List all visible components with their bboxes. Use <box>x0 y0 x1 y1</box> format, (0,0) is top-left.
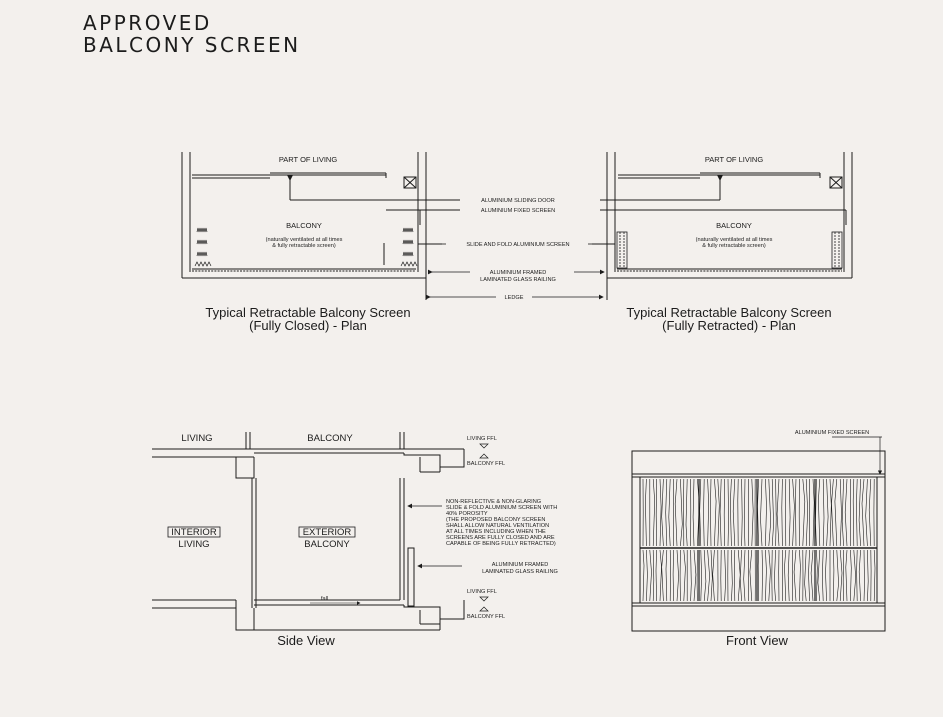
closed-note-line1: (naturally ventilated at all times <box>265 237 343 243</box>
callout-fixed-screen: ALUMINIUM FIXED SCREEN <box>480 208 556 214</box>
front-fixed-screen-label: ALUMINIUM FIXED SCREEN <box>794 430 870 436</box>
callout-slide-fold-screen: SLIDE AND FOLD ALUMINIUM SCREEN <box>466 242 570 248</box>
side-railing-line1: ALUMINIUM FRAMED <box>491 562 549 568</box>
fall-label: fall <box>321 596 329 602</box>
top-living-ffl: LIVING FFL <box>467 436 497 442</box>
side-living-label: LIVING <box>181 433 213 444</box>
interior-label-line2: LIVING <box>178 539 210 550</box>
retracted-caption-line2: (Fully Retracted) - Plan <box>662 318 796 333</box>
retracted-caption-line1: Typical Retractable Balcony Screen <box>626 305 832 320</box>
bottom-balcony-ffl: BALCONY FFL <box>467 614 506 620</box>
closed-caption-line1: Typical Retractable Balcony Screen <box>205 305 411 320</box>
screen-note-line7: SCREENS ARE FULLY CLOSED AND ARE <box>446 535 555 541</box>
side-railing-line2: LAMINATED GLASS RAILING <box>482 569 558 575</box>
callout-sliding-door: ALUMINIUM SLIDING DOOR <box>481 198 555 204</box>
top-balcony-ffl: BALCONY FFL <box>467 461 506 467</box>
screen-note-line1: NON-REFLECTIVE & NON-GLARING <box>446 499 542 505</box>
closed-note-line2: & fully retractable screen) <box>272 243 336 249</box>
retracted-note-line2: & fully retractable screen) <box>702 243 766 249</box>
title-line-1: APPROVED <box>83 11 212 35</box>
plan-text <box>205 155 831 333</box>
bottom-living-ffl: LIVING FFL <box>467 589 497 595</box>
closed-balcony-label: BALCONY <box>286 221 322 230</box>
callout-railing-line2: LAMINATED GLASS RAILING <box>480 277 556 283</box>
callout-ledge: LEDGE <box>504 295 524 301</box>
interior-label-line1: INTERIOR <box>171 527 217 538</box>
exterior-label-line2: BALCONY <box>304 539 350 550</box>
screen-note <box>446 499 557 547</box>
closed-caption-line2: (Fully Closed) - Plan <box>249 318 367 333</box>
retracted-part-of-living-label: PART OF LIVING <box>704 155 764 164</box>
retracted-note-line1: (naturally ventilated at all times <box>695 237 773 243</box>
screen-note-line4: (THE PROPOSED BALCONY SCREEN <box>446 517 546 523</box>
screen-note-line2: SLIDE & FOLD ALUMINIUM SCREEN WITH <box>446 505 558 511</box>
screen-note-line6: AT ALL TIMES INCLUDING WHEN THE <box>446 529 546 535</box>
side-balcony-label: BALCONY <box>307 433 353 444</box>
front-view-caption: Front View <box>726 633 788 648</box>
screen-panels <box>643 479 875 601</box>
screen-note-line3: 40% POROSITY <box>446 511 488 517</box>
screen-note-line8: CAPABLE OF BEING FULLY RETRACTED) <box>446 541 556 547</box>
front-view-text <box>726 430 869 648</box>
callout-railing-line1: ALUMINIUM FRAMED <box>489 270 547 276</box>
closed-part-of-living-label: PART OF LIVING <box>278 155 338 164</box>
side-view-caption: Side View <box>277 633 335 648</box>
exterior-label-line1: EXTERIOR <box>302 527 352 538</box>
screen-note-line5: SHALL ALLOW NATURAL VENTILATION <box>446 523 550 529</box>
side-view-text <box>171 433 558 648</box>
title-line-2: BALCONY SCREEN <box>83 33 301 57</box>
retracted-balcony-label: BALCONY <box>716 221 752 230</box>
